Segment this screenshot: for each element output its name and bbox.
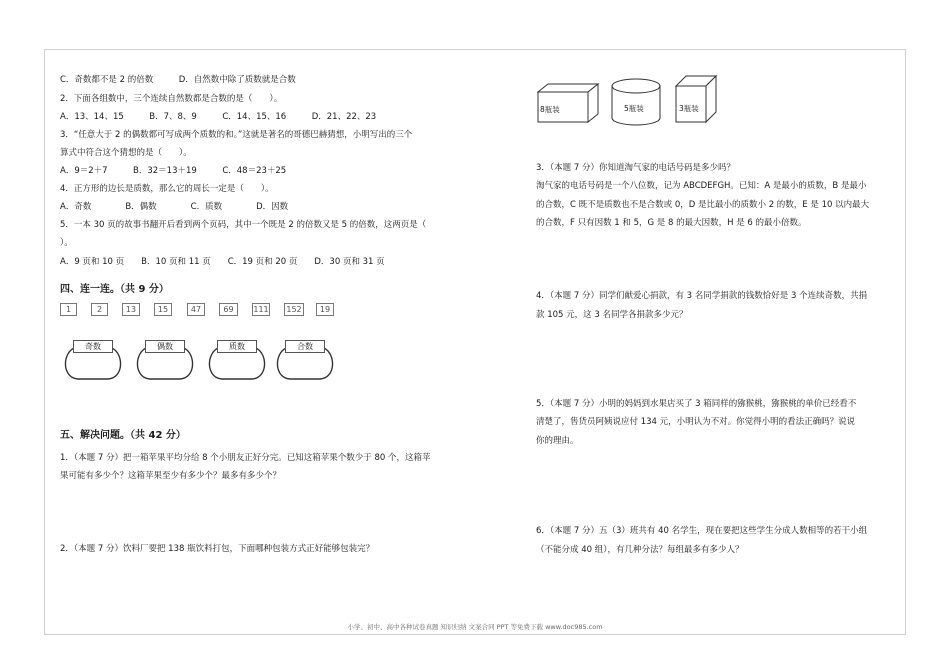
question-3-line2: 算式中符合这个猜想的是（ ）。 [60,148,192,158]
question-5-line2: ）。 [60,238,73,248]
problem-3-line2: 淘气家的电话号码是一个八位数，记为 ABCDEFGH。已知：A 是最小的质数，B 是最小 [536,181,867,191]
problem-3-line1: 3．（本题 7 分）你知道淘气家的电话号码是多少吗？ [536,163,735,173]
bag-label: 偶数 [145,340,185,353]
question-5-line1: 5．一本 30 页的故事书翻开后看到两个页码，其中一个既是 2 的倍数又是 5 的倍数，这两页是（ [60,220,427,230]
question-2-options: A．13、14、15 B．7、8、9 C．14、15、16 D．21、22、23 [60,112,377,122]
bag-odd [64,340,122,386]
page-footer: 小学、初中、高中各种试卷真题 知识归纳 文案合同 PPT 等免费下载 www.doc985.com [347,623,603,631]
problem-1-line2: 果可能有多少个？这箱苹果至少有多少个？最多有多少个？ [60,471,282,481]
question-3-line1: 3．“任意大于 2 的偶数都可写成两个质数的和。”这就是著名的哥德巴赫猜想，小明写出的三个 [60,130,413,140]
bag-prime [208,340,266,386]
package-label: 3瓶装 [679,104,699,113]
question-5-options: A．9 页和 10 页 B．10 页和 11 页 C．19 页和 20 页 D．30 页和 31 页 [60,257,385,267]
problem-2: 2．（本题 7 分）饮料厂要把 138 瓶饮料打包，下面哪种包装方式正好能够包装完？ [60,544,375,554]
package-5-cylinder [612,79,660,125]
package-label: 5瓶装 [624,104,644,113]
problem-1-line1: 1．（本题 7 分）把一箱苹果平均分给 8 个小朋友正好分完。已知这箱苹果个数少于 80 个，这箱苹 [60,453,431,463]
problem-5-line1: 5．（本题 7 分）小明的妈妈到水果店买了 3 箱同样的猕猴桃，猕猴桃的单价已经看不 [536,399,857,409]
problem-3-line4: 的合数，F 只有因数 1 和 5，G 是 8 的最大因数，H 是 6 的最小倍数。 [536,218,807,228]
number-box: 13 [122,303,140,316]
bag-composite [276,340,334,386]
package-8-box [538,84,598,122]
question-3-options: A．9＝2＋7 B．32＝13＋19 C．48＝23＋25 [60,166,287,176]
problem-5-line3: 你的理由。 [536,436,579,446]
problem-6-line1: 6．（本题 7 分）五（3）班共有 40 名学生，现在要把这些学生分成人数相等的若干小组 [536,526,868,536]
bag-even [136,340,194,386]
problem-4-line2: 款 105 元，这 3 名同学各捐款多少元？ [536,310,688,320]
number-box: 15 [154,303,172,316]
number-box: 69 [219,303,238,316]
question-4-options: A．奇数 B．偶数 C．质数 D．因数 [60,202,289,212]
problem-6-line2: （不能分成 40 组），有几种分法？每组最多有多少人？ [536,545,744,555]
number-box: 152 [284,303,304,316]
problem-4-line1: 4．（本题 7 分）同学们献爱心捐款，有 3 名同学捐款的钱数恰好是 3 个连续奇数，共捐 [536,291,868,301]
option-line: C．奇数都不是 2 的倍数 D．自然数中除了质数就是合数 [60,75,296,85]
number-box: 111 [253,305,269,314]
bag-label: 奇数 [73,340,113,353]
package-label: 8瓶装 [540,105,560,114]
bag-label: 合数 [285,340,325,353]
number-box: 1 [60,303,77,316]
number-box: 2 [91,303,108,316]
section-4-title: 四、连一连。（共 9 分） [60,284,169,295]
problem-3-line3: 的合数，C 既不是质数也不是合数或 0，D 是比最小的质数小 2 的数，E 是 10 以内最大 [536,200,870,210]
section-5-title: 五、解决问题。（共 42 分） [60,430,186,441]
package-illustrations [532,72,732,130]
problem-5-line2: 清楚了，售货员阿姨说应付 134 元，小明认为不对。你觉得小明的看法正确吗？说说 [536,417,856,427]
number-box: 19 [316,303,334,316]
number-box: 47 [187,303,205,316]
package-3-cube [676,76,716,122]
question-4: 4．正方形的边长是质数，那么它的周长一定是（ ）。 [60,184,274,194]
bag-label: 质数 [217,340,257,353]
question-2: 2．下面各组数中，三个连续自然数都是合数的是（ ）。 [60,94,283,104]
